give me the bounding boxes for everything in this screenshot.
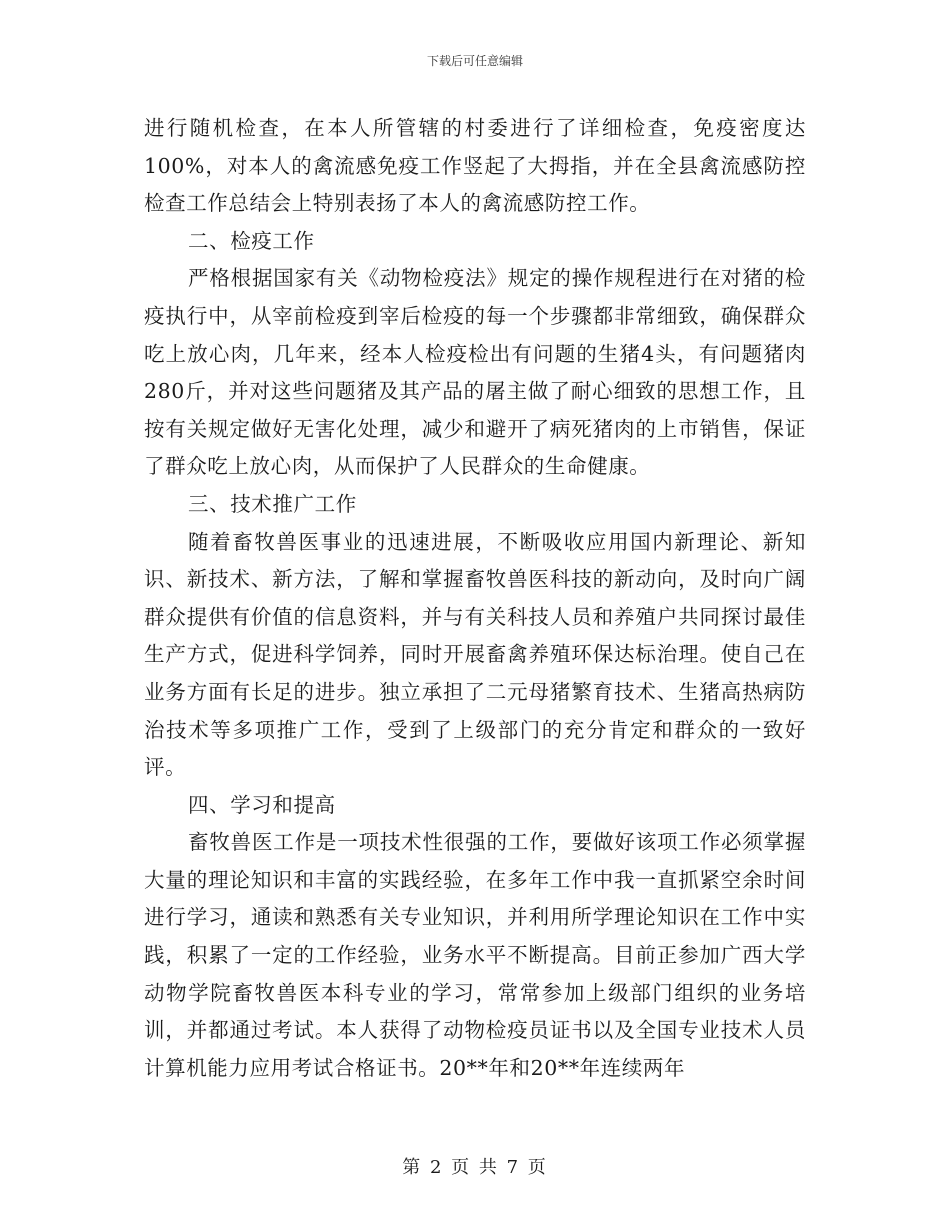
paragraph-continued: 进行随机检查，在本人所管辖的村委进行了详细检查，免疫密度达100%，对本人的禽流感免疫工作竖起了大拇指，并在全县禽流感防控检查工作总结会上特别表扬了本人的禽流感防控工作。 (144, 116, 806, 216)
section-heading-learning: 四、学习和提高 (188, 792, 336, 817)
page-number: 第 2 页 共 7 页 (402, 1157, 548, 1178)
section-heading-quarantine: 二、检疫工作 (188, 228, 315, 253)
page-header: 下载后可任意编辑 (426, 54, 523, 68)
paragraph-tech-promotion: 随着畜牧兽医事业的迅速进展，不断吸收应用国内新理论、新知识、新技术、新方法，了解和掌握畜牧兽医科技的新动向，及时向广阔群众提供有价值的信息资料，并与有关科技人员和养殖户共同探讨最佳生产方式，促进科学饲养，同时开展畜禽养殖环保达标治理。使自己在业务方面有长足的进步。独立承担了二元母猪繁育技术、生猪高热病防治技术等多项推广工作，受到了上级部门的充分肯定和群众的一致好评。 (144, 529, 806, 780)
paragraph-learning: 畜牧兽医工作是一项技术性很强的工作，要做好该项工作必须掌握大量的理论知识和丰富的实践经验，在多年工作中我一直抓紧空余时间进行学习，通读和熟悉有关专业知识，并利用所学理论知识在工作中实践，积累了一定的工作经验，业务水平不断提高。目前正参加广西大学动物学院畜牧兽医本科专业的学习，常常参加上级部门组织的业务培训，并都通过考试。本人获得了动物检疫员证书以及全国专业技术人员计算机能力应用考试合格证书。20**年和20**年连续两年 (144, 830, 806, 1080)
paragraph-quarantine: 严格根据国家有关《动物检疫法》规定的操作规程进行在对猪的检疫执行中，从宰前检疫到宰后检疫的每一个步骤都非常细致，确保群众吃上放心肉，几年来，经本人检疫检出有问题的生猪4头，有问题猪肉280斤，并对这些问题猪及其产品的屠主做了耐心细致的思想工作，且按有关规定做好无害化处理，减少和避开了病死猪肉的上市销售，保证了群众吃上放心肉，从而保护了人民群众的生命健康。 (144, 266, 806, 479)
document-body (144, 110, 806, 1087)
section-heading-tech-promotion: 三、技术推广工作 (188, 491, 357, 516)
